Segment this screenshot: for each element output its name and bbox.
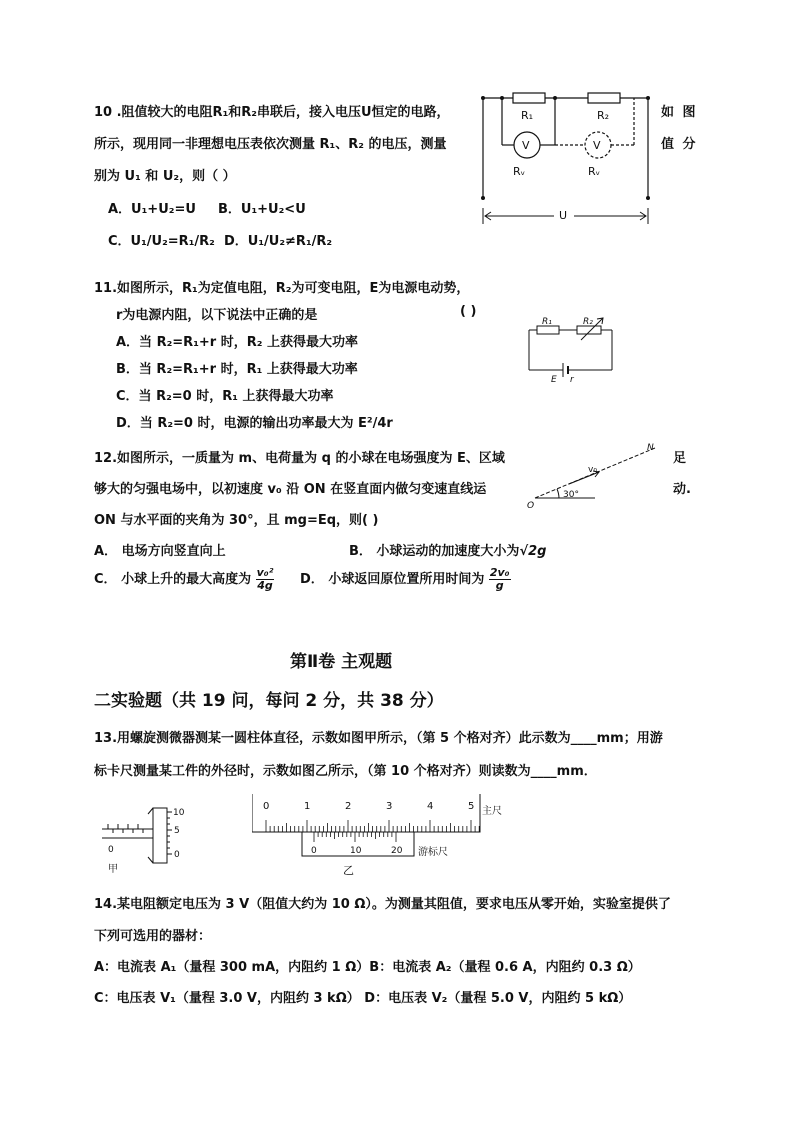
main-scale-tick-label: 5: [468, 801, 475, 812]
q14-line4: C：电压表 V₁（量程 3.0 V，内阻约 3 kΩ） D：电压表 V₂（量程 5.0 V，内阻约 5 kΩ）: [94, 991, 632, 1006]
resistor-r1: [513, 93, 545, 103]
q12-option-c-text: C． 小球上升的最大高度为: [94, 572, 252, 587]
q10-option-c: C．U₁/U₂=R₁/R₂: [108, 234, 215, 249]
micrometer-tick-5: 5: [174, 826, 180, 836]
q14-line1: 14.某电阻额定电压为 3 V（阻值大约为 10 Ω）。为测量其阻值，要求电压从零开始，实验室提供了: [94, 897, 671, 912]
q12-line2: 够大的匀强电场中，以初速度 v₀ 沿 ON 在竖直面内做匀变速直线运: [94, 482, 487, 497]
q10-line3: 别为 U₁ 和 U₂，则（ ）: [94, 169, 236, 184]
q11-circuit-diagram: [525, 314, 620, 384]
q12-motion-diagram: [525, 440, 665, 515]
resistor-r1: [537, 326, 559, 334]
label-e: E: [551, 375, 557, 384]
vernier-figure-label: 乙: [343, 864, 354, 877]
vernier-scale-tick-label: 10: [350, 846, 362, 856]
q11-option-c: C．当 R₂=0 时，R₁ 上获得最大功率: [116, 389, 334, 404]
micrometer-figure: [98, 802, 194, 877]
vernier-caliper-figure: [252, 792, 512, 880]
q12-option-c-fraction: $\frac{\text{v₀²}}{4g}$: [256, 566, 274, 592]
label-rv2: Rᵥ: [588, 165, 601, 178]
label-rv1: Rᵥ: [513, 165, 526, 178]
micrometer-tick-10: 10: [173, 808, 185, 818]
label-v2: V: [593, 139, 601, 152]
resistor-r2: [588, 93, 620, 103]
label-r2: R₂: [583, 317, 593, 327]
part2-title: 第Ⅱ卷 主观题: [290, 652, 393, 672]
q10-line1: 10 .阻值较大的电阻R₁和R₂串联后，接入电压U恒定的电路，: [94, 105, 450, 120]
q10-line2: 所示，现用同一非理想电压表依次测量 R₁、R₂ 的电压，测量: [94, 137, 447, 152]
q12-line1-tail: 足: [673, 451, 687, 466]
q10-option-a: A．U₁+U₂=U: [108, 202, 196, 217]
q10-line2-tail: 值 分: [661, 137, 698, 152]
q12-option-a: A． 电场方向竖直向上: [94, 544, 226, 559]
q14-line2: 下列可选用的器材：: [94, 929, 212, 944]
main-scale-tick-label: 0: [263, 801, 270, 812]
main-scale-tick-label: 4: [427, 801, 434, 812]
q10-option-d: D．U₁/U₂≠R₁/R₂: [224, 234, 333, 249]
q12-option-d: [300, 567, 511, 592]
label-o: O: [527, 501, 535, 511]
q12-option-d-fraction: $\frac{\text{2v₀}}{g}$: [489, 566, 510, 592]
label-n: N: [647, 443, 654, 453]
q10-circuit-diagram: [478, 88, 658, 238]
micrometer-tick-0: 0: [174, 850, 180, 860]
label-v0: v₀: [588, 465, 597, 475]
section-title: 二实验题（共 19 问，每问 2 分，共 38 分）: [94, 691, 444, 711]
q12-option-b-expr: √2g: [519, 544, 547, 559]
vernier-scale-tick-label: 20: [391, 846, 403, 856]
q10-line1-tail: 如 图: [661, 105, 698, 120]
q12-line3: ON 与水平面的夹角为 30°，且 mg=Eq，则( ): [94, 513, 379, 528]
label-r2: R₂: [597, 109, 610, 122]
q12-option-c: [94, 567, 274, 592]
vernier-scale-label: 游标尺: [418, 847, 448, 858]
q14-line3: A：电流表 A₁（量程 300 mA，内阻约 1 Ω）B：电流表 A₂（量程 0.6 A，内阻约 0.3 Ω）: [94, 960, 641, 975]
label-r1: R₁: [542, 317, 552, 327]
label-angle: 30°: [563, 490, 579, 500]
q13-line1: 13.用螺旋测微器测某一圆柱体直径，示数如图甲所示，（第 5 个格对齐）此示数为____mm；用游: [94, 731, 663, 746]
q10-option-b: B．U₁+U₂<U: [218, 202, 306, 217]
main-scale-tick-label: 2: [345, 801, 352, 812]
q11-option-a: A．当 R₂=R₁+r 时，R₂ 上获得最大功率: [116, 335, 358, 350]
main-scale-tick-label: 3: [386, 801, 393, 812]
q11-option-b: B．当 R₂=R₁+r 时，R₁ 上获得最大功率: [116, 362, 358, 377]
q11-line1: 11.如图所示，R₁为定值电阻，R₂为可变电阻，E为电源电动势，: [94, 281, 470, 296]
main-scale-tick-label: 1: [304, 801, 311, 812]
label-v1: V: [522, 139, 530, 152]
q12-option-d-text: D． 小球返回原位置所用时间为: [300, 572, 485, 587]
main-scale-label: 主尺: [482, 806, 502, 817]
label-r: r: [570, 375, 574, 384]
q11-bracket: ( ): [460, 304, 477, 319]
q12-line2-tail: 动.: [673, 482, 691, 497]
label-r1: R₁: [521, 109, 534, 122]
vernier-scale-tick-label: 0: [311, 846, 317, 856]
q12-option-b-text: B． 小球运动的加速度大小为: [349, 544, 520, 559]
label-u: U: [559, 209, 568, 222]
micrometer-label: 甲: [108, 864, 118, 875]
q12-option-b: [349, 540, 546, 559]
q12-line1: 12.如图所示，一质量为 m、电荷量为 q 的小球在电场强度为 E、区域: [94, 451, 505, 466]
micrometer-sleeve-0: 0: [108, 845, 114, 855]
q11-option-d: D．当 R₂=0 时，电源的输出功率最大为 E²/4r: [116, 416, 393, 431]
q13-line2: 标卡尺测量某工件的外径时，示数如图乙所示，（第 10 个格对齐）则读数为____mm．: [94, 764, 597, 779]
resistor-r2: [577, 326, 601, 334]
q11-line2: r为电源内阻，以下说法中正确的是: [116, 308, 318, 323]
